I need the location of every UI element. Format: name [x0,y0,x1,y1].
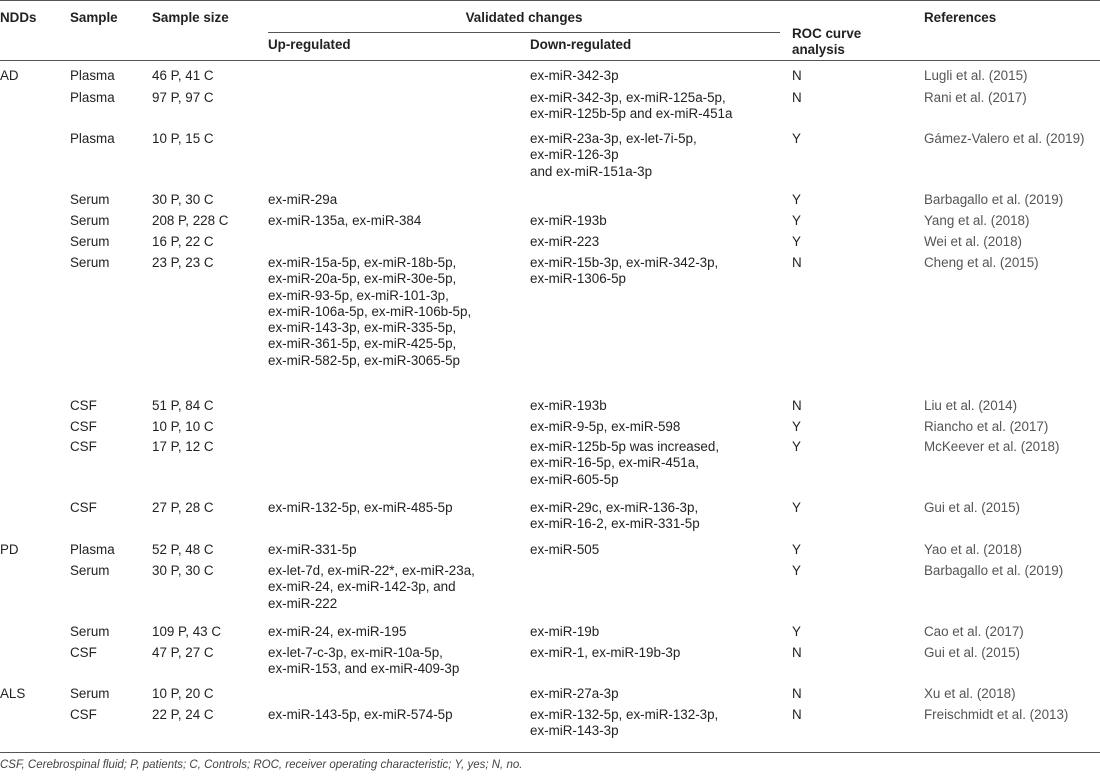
header-sample: Sample [70,10,118,25]
cell-sample: CSF [70,439,97,454]
cell-roc: Y [792,234,801,249]
cell-roc: N [792,686,802,701]
cell-up-regulated: ex-miR-24, ex-miR-195 [268,624,407,639]
cell-sample: Plasma [70,68,115,83]
table-row [0,131,1100,179]
table-row [0,500,1100,532]
table-row [0,439,1100,487]
cell-down-regulated: ex-miR-19b [530,624,600,639]
cell-sample-size: 30 P, 30 C [152,192,214,207]
cell-sample-size: 23 P, 23 C [152,255,214,270]
cell-sample-size: 46 P, 41 C [152,68,214,83]
cell-down-regulated: ex-miR-342-3p, ex-miR-125a-5p, ex-miR-125b-5p and ex-miR-451a [530,90,733,122]
cell-down-regulated: ex-miR-193b [530,398,607,413]
cell-down-regulated: ex-miR-223 [530,234,600,249]
cell-up-regulated: ex-miR-15a-5p, ex-miR-18b-5p, ex-miR-20a-5p, ex-miR-30e-5p, ex-miR-93-5p, ex-miR-101-3p, ex-miR-106a-5p, ex-miR-106b-5p, ex-miR-143-3p, ex-miR-335-5p, ex-miR-361-5p, ex-miR-425-5p, ex-miR-582-5p, ex-miR-3065-5p [268,255,472,368]
cell-down-regulated: ex-miR-29c, ex-miR-136-3p, ex-miR-16-2, ex-miR-331-5p [530,500,700,532]
cell-sample-size: 10 P, 20 C [152,686,214,701]
cell-sample-size: 51 P, 84 C [152,398,214,413]
header-sample-size: Sample size [152,10,229,25]
cell-sample-size: 30 P, 30 C [152,563,214,578]
validated-changes-rule [268,32,780,33]
cell-roc: Y [792,439,801,454]
cell-up-regulated: ex-miR-29a [268,192,338,207]
cell-down-regulated: ex-miR-9-5p, ex-miR-598 [530,419,681,434]
cell-sample-size: 27 P, 28 C [152,500,214,515]
header-roc-line1: ROC curve [792,26,862,41]
cell-sample: Plasma [70,542,115,557]
cell-sample-size: 22 P, 24 C [152,707,214,722]
cell-roc: N [792,68,802,83]
cell-sample: Serum [70,624,110,639]
cell-down-regulated: ex-miR-132-5p, ex-miR-132-3p, ex-miR-143-3p [530,707,719,739]
cell-sample-size: 109 P, 43 C [152,624,221,639]
header-ndds: NDDs [0,10,37,25]
cell-roc: N [792,90,802,105]
table-row [0,255,1100,368]
cell-sample: CSF [70,419,97,434]
cell-roc: Y [792,500,801,515]
table-row [0,192,1100,207]
header-validated-changes: Validated changes [465,10,583,25]
cell-up-regulated: ex-miR-143-5p, ex-miR-574-5p [268,707,453,722]
cell-reference: Wei et al. (2018) [924,234,1022,249]
cell-sample: CSF [70,707,97,722]
cell-up-regulated: ex-miR-331-5p [268,542,357,557]
cell-roc: N [792,645,802,660]
cell-sample: CSF [70,500,97,515]
cell-roc: N [792,255,802,270]
cell-sample: Plasma [70,90,115,105]
cell-roc: Y [792,131,801,146]
table-row [0,686,1100,701]
header-references: References [924,10,997,25]
cell-down-regulated: ex-miR-1, ex-miR-19b-3p [530,645,681,660]
header-up-regulated: Up-regulated [268,37,351,52]
cell-down-regulated: ex-miR-23a-3p, ex-let-7i-5p, ex-miR-126-3p and ex-miR-151a-3p [530,131,697,179]
cell-sample-size: 16 P, 22 C [152,234,214,249]
cell-reference: Cao et al. (2017) [924,624,1024,639]
cell-ndd: AD [0,68,19,83]
cell-down-regulated: ex-miR-27a-3p [530,686,619,701]
cell-sample: Serum [70,234,110,249]
cell-roc: Y [792,213,801,228]
cell-sample: Serum [70,255,110,270]
cell-reference: Gui et al. (2015) [924,645,1021,660]
cell-sample-size: 52 P, 48 C [152,542,214,557]
cell-sample-size: 17 P, 12 C [152,439,214,454]
table-row [0,707,1100,739]
cell-roc: Y [792,563,801,578]
cell-reference: Freischmidt et al. (2013) [924,707,1069,722]
table-row [0,68,1100,83]
table-row [0,645,1100,677]
cell-down-regulated: ex-miR-342-3p [530,68,619,83]
cell-reference: Lugli et al. (2015) [924,68,1028,83]
header-down-regulated: Down-regulated [530,37,632,52]
cell-sample-size: 10 P, 10 C [152,419,214,434]
cell-reference: Barbagallo et al. (2019) [924,563,1064,578]
cell-reference: Barbagallo et al. (2019) [924,192,1064,207]
table-bottom-rule [0,752,1100,753]
cell-sample-size: 10 P, 15 C [152,131,214,146]
cell-reference: McKeever et al. (2018) [924,439,1060,454]
cell-sample: Serum [70,686,110,701]
table-row [0,563,1100,611]
cell-up-regulated: ex-miR-135a, ex-miR-384 [268,213,422,228]
cell-sample: CSF [70,645,97,660]
cell-roc: Y [792,542,801,557]
cell-reference: Rani et al. (2017) [924,90,1027,105]
cell-sample-size: 97 P, 97 C [152,90,214,105]
table-row [0,419,1100,434]
cell-roc: N [792,707,802,722]
cell-reference: Liu et al. (2014) [924,398,1018,413]
cell-up-regulated: ex-miR-132-5p, ex-miR-485-5p [268,500,453,515]
cell-sample: Serum [70,563,110,578]
table-row [0,90,1100,122]
table-footnote: CSF, Cerebrospinal fluid; P, patients; C, Controls; ROC, receiver operating characteristic; Y, yes; N, no. [0,759,523,771]
cell-ndd: PD [0,542,19,557]
cell-roc: Y [792,624,801,639]
header-roc-line2: analysis [792,42,845,57]
table-row [0,234,1100,249]
cell-reference: Riancho et al. (2017) [924,419,1049,434]
table-row [0,213,1100,228]
table-row [0,624,1100,639]
cell-reference: Yao et al. (2018) [924,542,1023,557]
cell-sample-size: 208 P, 228 C [152,213,229,228]
header-bottom-rule [0,60,1100,61]
table-row [0,398,1100,413]
cell-sample: CSF [70,398,97,413]
cell-ndd: ALS [0,686,26,701]
cell-down-regulated: ex-miR-125b-5p was increased, ex-miR-16-5p, ex-miR-451a, ex-miR-605-5p [530,439,720,487]
cell-roc: Y [792,419,801,434]
cell-reference: Gui et al. (2015) [924,500,1021,515]
cell-up-regulated: ex-let-7d, ex-miR-22*, ex-miR-23a, ex-miR-24, ex-miR-142-3p, and ex-miR-222 [268,563,475,611]
cell-reference: Gámez-Valero et al. (2019) [924,131,1085,146]
cell-roc: Y [792,192,801,207]
cell-sample: Serum [70,192,110,207]
cell-sample: Plasma [70,131,115,146]
cell-down-regulated: ex-miR-505 [530,542,600,557]
cell-roc: N [792,398,802,413]
cell-up-regulated: ex-let-7-c-3p, ex-miR-10a-5p, ex-miR-153, and ex-miR-409-3p [268,645,460,677]
cell-sample-size: 47 P, 27 C [152,645,214,660]
cell-sample: Serum [70,213,110,228]
cell-reference: Xu et al. (2018) [924,686,1016,701]
table-row [0,542,1100,557]
cell-down-regulated: ex-miR-193b [530,213,607,228]
cell-reference: Cheng et al. (2015) [924,255,1039,270]
table-top-rule [0,0,1100,1]
cell-down-regulated: ex-miR-15b-3p, ex-miR-342-3p, ex-miR-1306-5p [530,255,719,287]
cell-reference: Yang et al. (2018) [924,213,1030,228]
